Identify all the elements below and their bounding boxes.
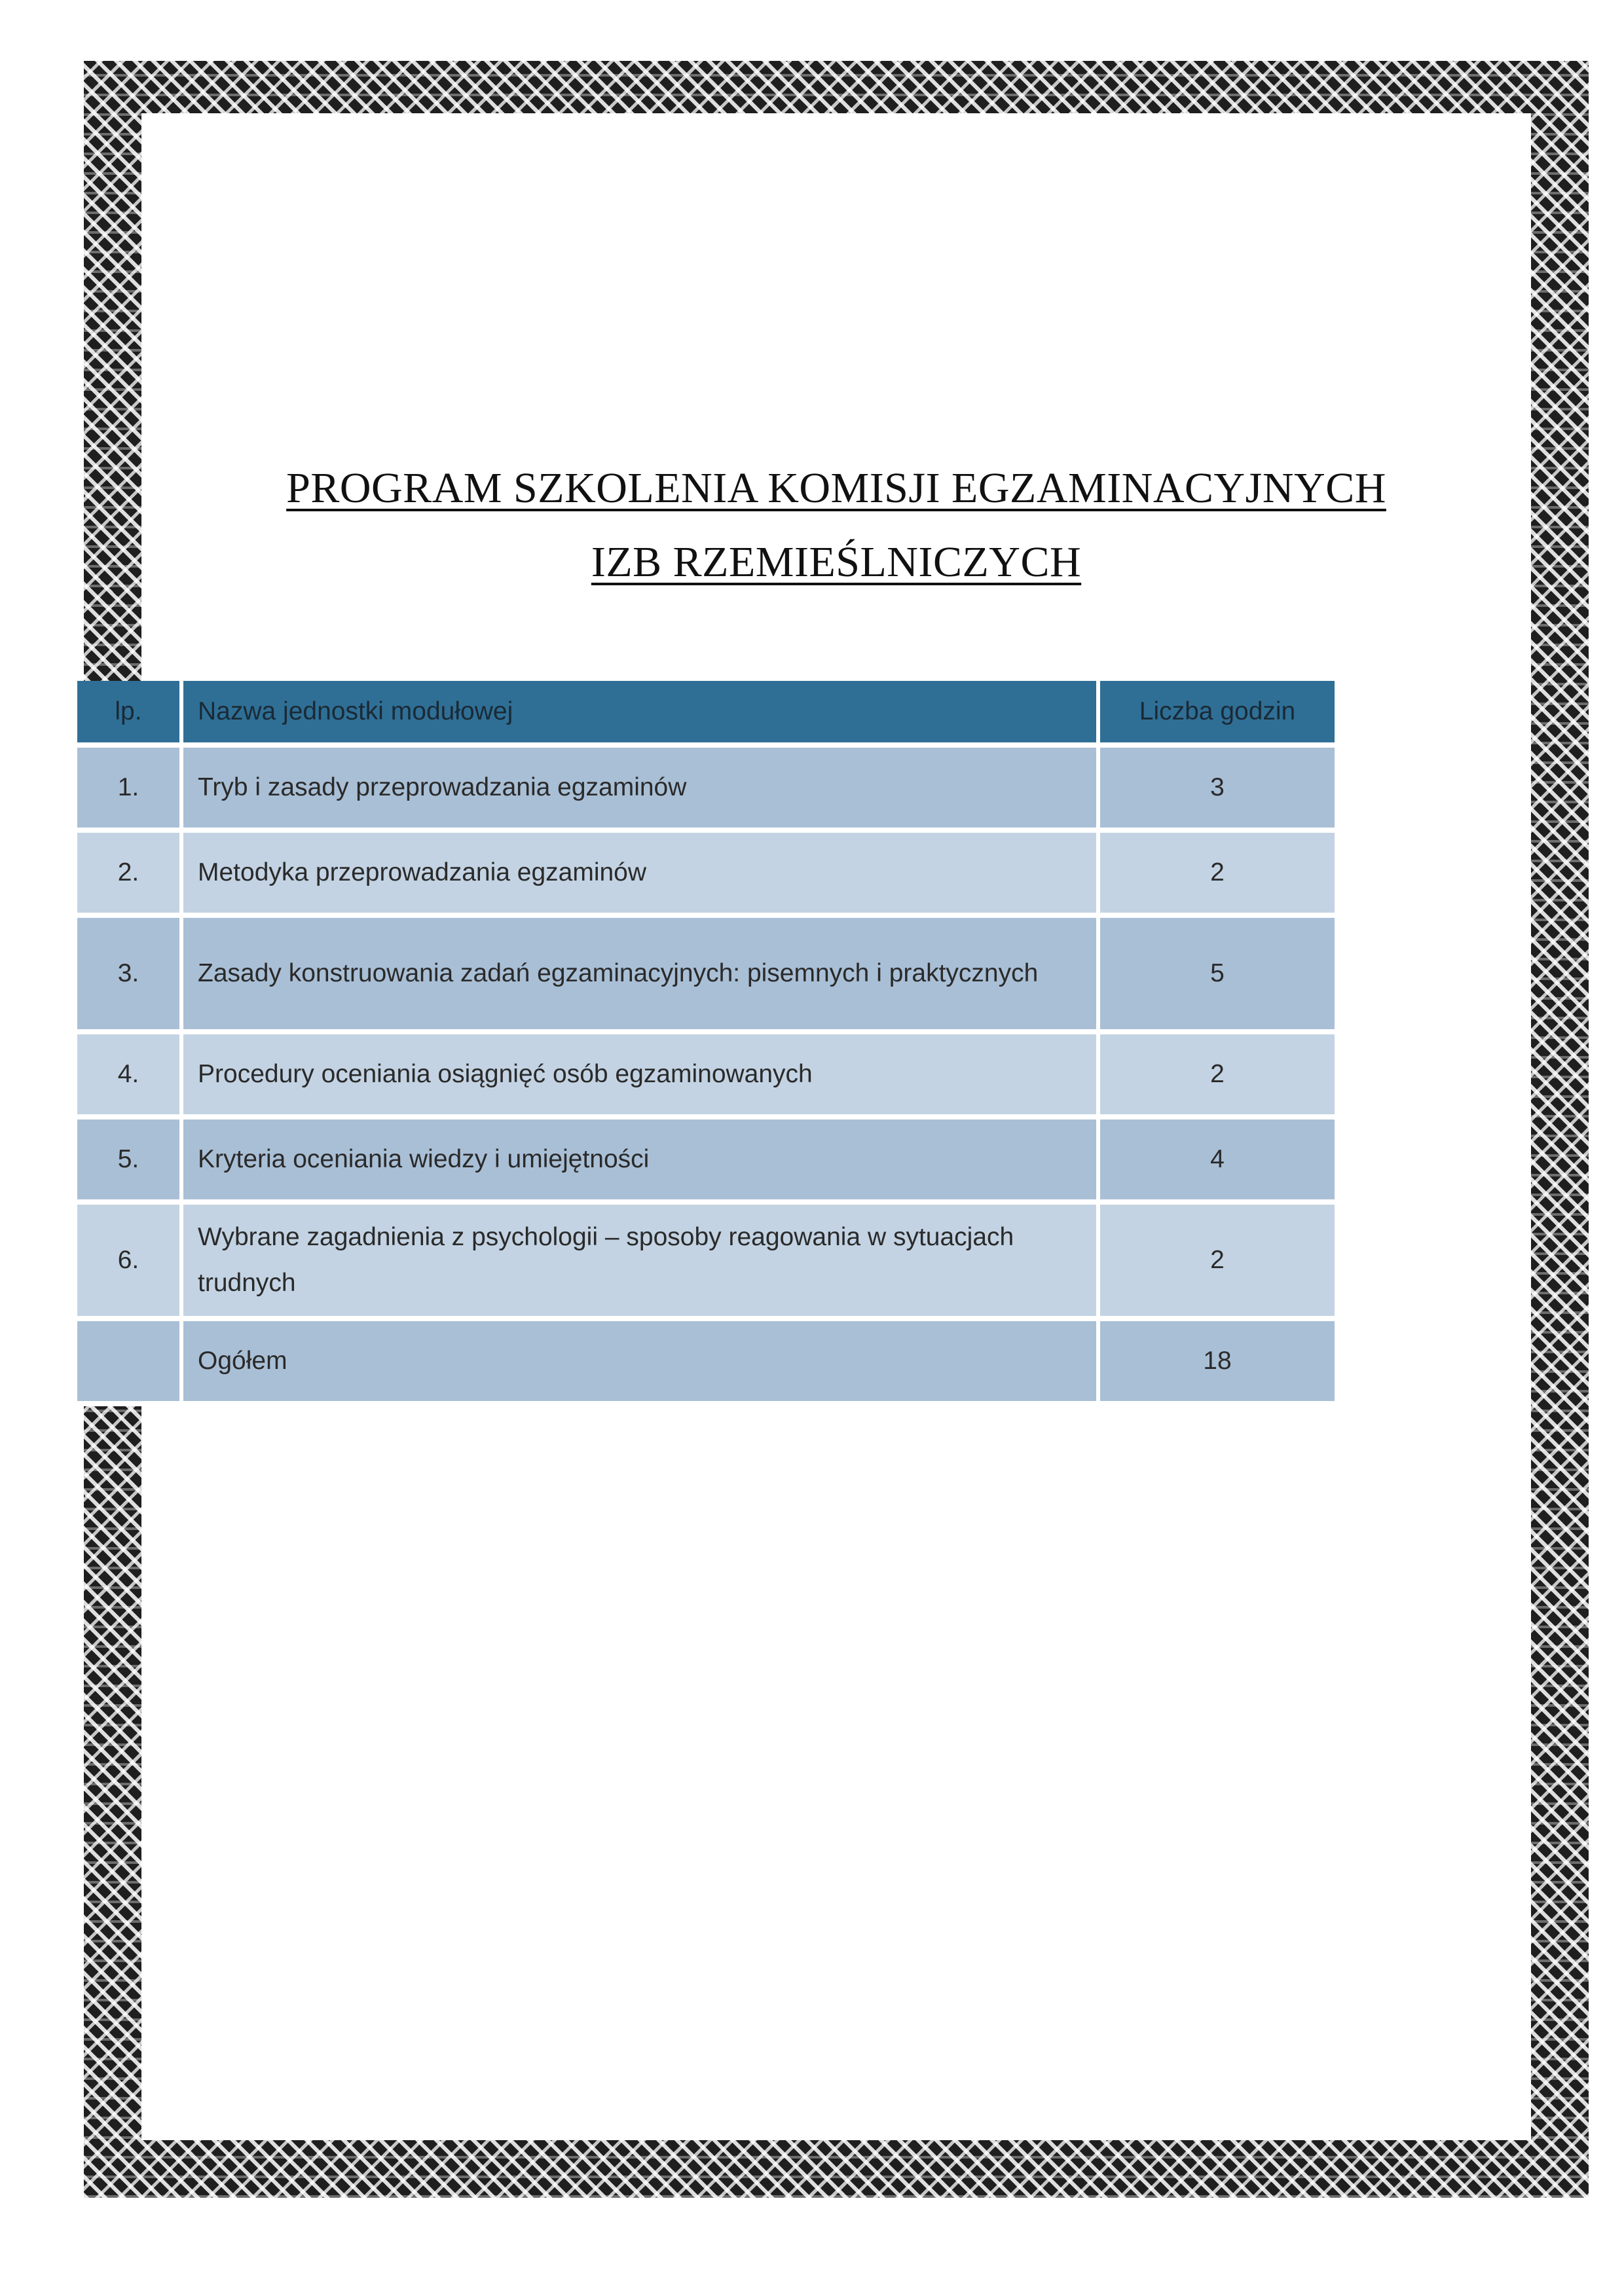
module-name: Zasady konstruowania zadań egzaminacyjnych: pisemnych i praktycznych [183,918,1100,1034]
table-total-row [77,1321,1335,1406]
table-row [77,918,1335,1034]
table-row [77,1205,1335,1321]
module-hours: 4 [1100,1120,1335,1205]
table-row [77,748,1335,833]
total-row-number [77,1321,183,1406]
row-number: 3. [77,918,183,1034]
header-module-name: Nazwa jednostki modułowej [183,681,1100,748]
row-number: 5. [77,1120,183,1205]
program-table [77,681,1335,1406]
module-name: Wybrane zagadnienia z psychologii – sposoby reagowania w sytuacjach trudnych [183,1205,1100,1321]
module-hours: 3 [1100,748,1335,833]
document-title-line-1: PROGRAM SZKOLENIA KOMISJI EGZAMINACYJNYCH [286,464,1386,512]
table-row [77,833,1335,918]
module-hours: 2 [1100,833,1335,918]
header-lp: lp. [77,681,183,748]
row-number: 2. [77,833,183,918]
module-name: Tryb i zasady przeprowadzania egzaminów [183,748,1100,833]
module-hours: 5 [1100,918,1335,1034]
document-title-line-2: IZB RZEMIEŚLNICZYCH [591,538,1082,586]
module-name: Kryteria oceniania wiedzy i umiejętności [183,1120,1100,1205]
total-hours: 18 [1100,1321,1335,1406]
table-header-row [77,681,1335,748]
row-number: 4. [77,1034,183,1120]
module-hours: 2 [1100,1205,1335,1321]
module-name: Procedury oceniania osiągnięć osób egzaminowanych [183,1034,1100,1120]
module-hours: 2 [1100,1034,1335,1120]
row-number: 1. [77,748,183,833]
table-row [77,1034,1335,1120]
program-table-wrapper [77,681,1335,1406]
total-label: Ogółem [183,1321,1100,1406]
header-hours: Liczba godzin [1100,681,1335,748]
table-row [77,1120,1335,1205]
row-number: 6. [77,1205,183,1321]
module-name: Metodyka przeprowadzania egzaminów [183,833,1100,918]
